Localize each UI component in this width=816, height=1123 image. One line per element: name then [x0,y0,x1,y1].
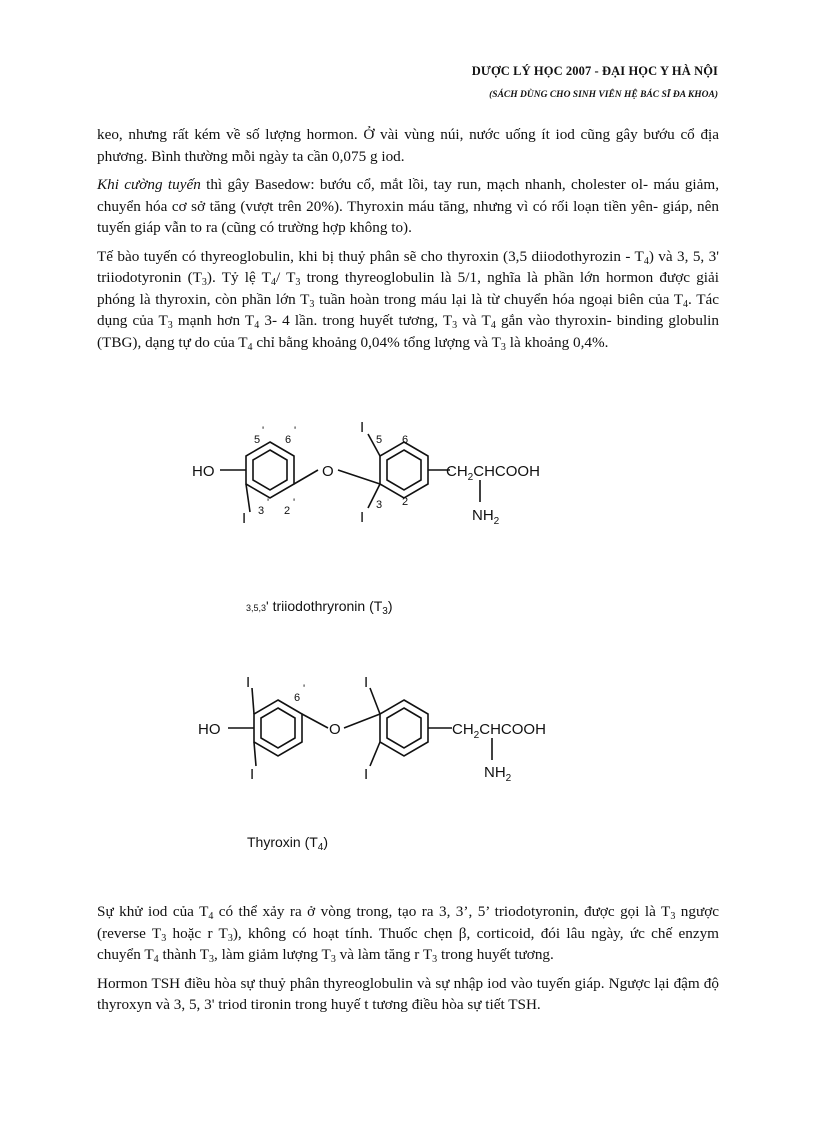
svg-text:': ' [293,497,296,509]
t3-ho-label: HO [192,463,215,480]
t4-iodine-3p: I [250,766,255,783]
svg-text:6: 6 [294,692,301,704]
t4-structure-diagram [188,668,588,788]
t4-iodine-5: I [364,674,369,691]
paragraph-1: keo, nhưng rất kém về số lượng hormon. Ở vài vùng núi, nước uống ít iod cũng gây bướu cổ địa phương. Bình thường mỗi ngày ta cần 0,075 g iod. [97,126,719,165]
t4-caption: Thyroxin $(T_4)$ [247,834,329,853]
t4-side-chain: $CH_2CHCOOH$ [452,721,546,741]
svg-text:6: 6 [402,434,409,446]
paragraph-5: Hormon TSH điều hòa sự thuỷ phân thyreoglobulin và sự nhập iod vào tuyến giáp. Ngược lại đậm độ thyroxyn và 3, 5, 3' triod tironin trong huyế t tương điều hòa sự tiết TSH. [97,974,719,1013]
t4-iodine-5p: I [246,674,251,691]
t4-amino-group: $NH_2$ [484,764,512,784]
t3-caption: 3,5,3' triiodothryronin $(T_3)$ [246,598,393,617]
svg-text:6: 6 [285,434,292,446]
body-bottom [97,901,719,1023]
t3-iodine-5: I [360,419,365,436]
emphasis-text: Khi cường tuyến [97,176,201,193]
t3-structure-diagram [180,410,580,530]
svg-text:': ' [294,425,297,437]
t3-side-chain: $CH_2CHCOOH$ [446,463,540,483]
t4-ether-o: O [329,721,341,738]
t4-ho-label: HO [198,721,221,738]
svg-text:3: 3 [258,505,265,517]
paragraph-3: Tế bào tuyến có thyreoglobulin, khi bị thuỷ phân sẽ cho thyroxin (3,5 diiodothyrozin - $T_4$) và 3, 5, 3' triiodotyronin $(T_3)$. Tỷ lệ $T_4/$ $T_3$ trong thyreoglobulin là 5/1, nghĩa là phần lớn hormon được giải phóng là thyroxin, còn phần lớn $T_3$ tuần hoàn trong máu lại là từ chuyển hóa ngoại biên của $T_4$. Tác dụng của $T_3$ mạnh hơn $T_4$ 3- 4 lần. trong huyết tương, $T_3$ và $T_4$ gắn vào thyroxin- binding globulin (TBG), dạng tự do của $T_4$ chỉ bằng khoảng 0,04% tổng lượng và $T_3$ là khoảng 0,4%. [97,247,719,353]
svg-text:2: 2 [284,505,291,517]
svg-text:5: 5 [254,434,261,446]
t3-ether-o: O [322,463,334,480]
svg-text:3: 3 [376,499,383,511]
page-header [472,64,718,100]
svg-text:': ' [262,425,265,437]
t3-amino-group: $NH_2$ [472,507,500,527]
svg-text:': ' [303,683,306,695]
paragraph-2: Khi cường tuyến thì gây Basedow: bướu cổ, mắt lồi, tay run, mạch nhanh, cholester ol- máu giảm, chuyển hóa cơ sở tăng (vượt trên 20%). Thyroxin máu tăng, nhưng vì có rối loạn tiền yên- giáp, nên tuyến giáp vẫn to ra (cũng có trường hợp không to). [97,176,719,236]
svg-text:2: 2 [402,496,409,508]
t4-iodine-3: I [364,766,369,783]
book-title: DƯỢC LÝ HỌC 2007 - ĐẠI HỌC Y HÀ NỘI [471,64,718,78]
t3-iodine-3: I [360,509,365,526]
svg-text:5: 5 [376,434,383,446]
paragraph-4: Sự khử iod của $T_4$ có thể xảy ra ở vòng trong, tạo ra 3, 3’, 5’ triodotyronin, được gọi là $T_3$ ngược (reverse $T_3$ hoặc r $T_3$), không có hoạt tính. Thuốc chẹn β, corticoid, đói lâu ngày, ức chế enzym chuyển $T_4$ thành $T_3$, làm giảm lượng $T_3$ và làm tăng r $T_3$ trong huyết tương. [97,903,719,965]
svg-text:': ' [267,497,270,509]
body-top [97,124,719,360]
t3-iodine-3p: I [242,510,247,527]
book-subtitle: (SÁCH DÙNG CHO SINH VIÊN HỆ BÁC SĨ ĐA KHOA) [489,90,718,100]
